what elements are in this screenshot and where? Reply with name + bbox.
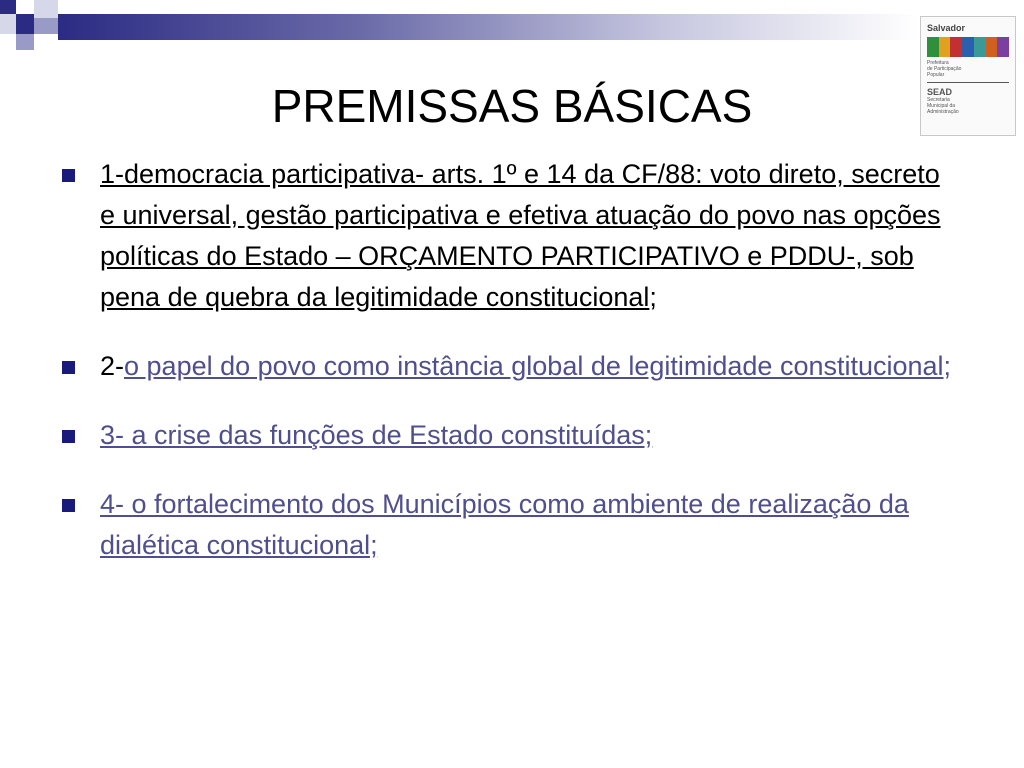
logo-stripe [997,37,1009,57]
decor-square [40,34,58,48]
bullet-link[interactable]: 4- o fortalecimento dos Municípios como ambiente de realização da dialética constitucional; [100,489,909,560]
logo-stripe [939,37,951,57]
bullet-item [60,154,960,318]
logo-stripes [927,37,1009,57]
square-bullet-icon [62,361,75,374]
logo-line: Administração [927,109,959,115]
logo-line: Prefeitura [927,60,949,66]
logo-line: Popular [927,72,945,78]
bullet-item [60,415,960,456]
slide-title: PREMISSAS BÁSICAS [271,80,753,132]
logo-line: de Participação [927,66,962,72]
bullet-link[interactable]: 3- a crise das funções de Estado constituídas; [100,420,653,450]
decor-square [0,0,16,14]
logo-brand: Salvador [927,23,966,33]
square-bullet-icon [62,169,75,182]
header-gradient-bar [58,14,918,40]
logo-stripe [974,37,986,57]
bullet-list [60,154,960,594]
decor-square [16,0,34,14]
logo-stripe [962,37,974,57]
square-bullet-icon [62,430,75,443]
logo-stripe [986,37,998,57]
decor-square [16,34,34,50]
square-bullet-icon [62,499,75,512]
logo-line: Secretaria [927,97,950,103]
bullet-link[interactable]: o papel do povo como instância global de legitimidade constitucional; [124,351,952,381]
decor-square [34,18,58,34]
bullet-item [60,484,960,566]
logo-stripe [950,37,962,57]
decor-square [34,0,58,18]
logo-line: Municipal da [927,103,956,109]
logo-stripe [927,37,939,57]
bullet-item [60,346,960,387]
decor-square [16,14,34,34]
bullet-suffix: ; [649,282,657,312]
logo-brand2: SEAD [927,87,953,97]
bullet-prefix: 2- [100,351,125,381]
bullet-text: 1-democracia participativa- arts. 1º e 14 da CF/88: voto direto, secreto e universal, gestão participativa e efetiva atuação do povo nas opções políticas do Estado – ORÇAMENTO PARTICIPATIVO e PDDU-, sob pena de quebra da legitimidade constitucional [100,159,941,312]
decor-square [0,14,16,34]
